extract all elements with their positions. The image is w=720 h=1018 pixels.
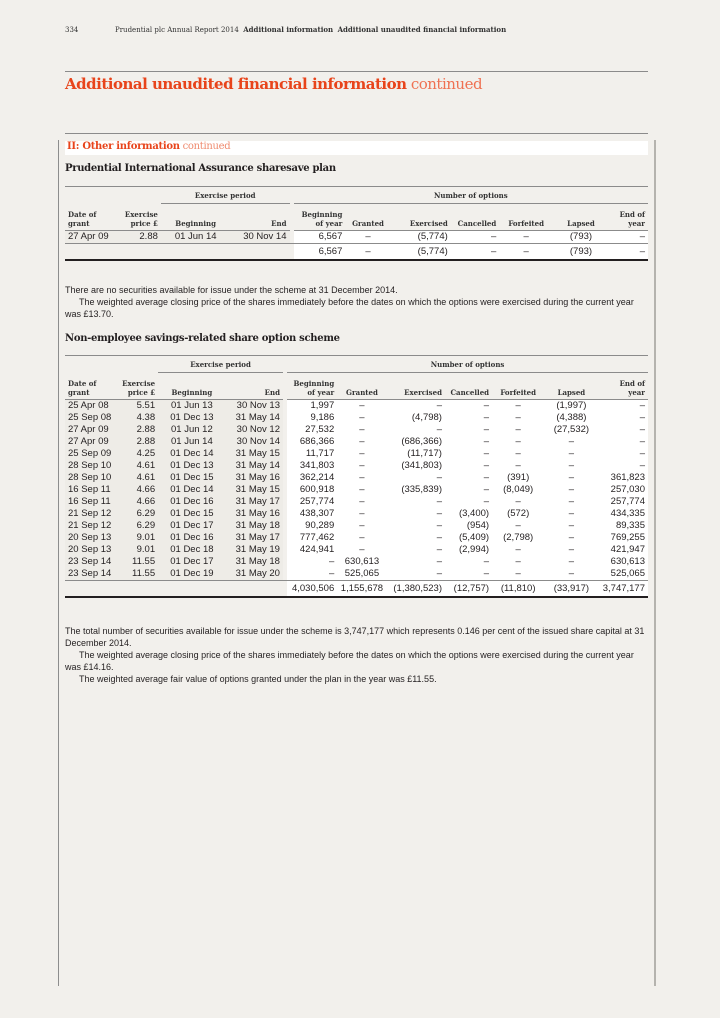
section-heading-main: II: Other information — [67, 141, 180, 152]
table-cell: 4.25 — [118, 448, 158, 460]
table-row — [65, 424, 648, 436]
table-cell: 28 Sep 10 — [65, 460, 118, 472]
table-cell: 31 May 17 — [226, 532, 283, 544]
table-row — [65, 508, 648, 520]
table-cell: 11.55 — [118, 568, 158, 581]
table-cell: – — [492, 448, 544, 460]
table-cell: 2.88 — [118, 436, 158, 448]
table-cell: 31 May 15 — [226, 484, 283, 496]
table-cell: 362,214 — [287, 472, 337, 484]
table-cell: – — [492, 436, 544, 448]
running-header — [65, 25, 506, 34]
page-title-suffix: continued — [410, 75, 483, 93]
table-cell: – — [337, 424, 386, 436]
table-cell: (793) — [553, 231, 609, 244]
table-cell: 11,717 — [287, 448, 337, 460]
table-cell: 01 Jun 14 — [161, 231, 231, 244]
table-cell: – — [492, 496, 544, 508]
table-row — [65, 448, 648, 460]
col-forfeited: Forfeited — [499, 204, 553, 231]
col-end: End — [230, 204, 289, 231]
table-cell: (2,798) — [492, 532, 544, 544]
table-cell: 361,823 — [599, 472, 648, 484]
table-cell: 434,335 — [599, 508, 648, 520]
publication: Prudential plc Annual Report 2014 — [115, 26, 239, 34]
total-cell: – — [345, 244, 390, 261]
table-row — [65, 436, 648, 448]
table-cell: – — [445, 484, 492, 496]
total-cell: 1,155,678 — [337, 581, 386, 598]
table-cell: – — [387, 472, 445, 484]
table-cell: 525,065 — [337, 568, 386, 581]
table-cell: – — [337, 460, 386, 472]
table-cell: (3,400) — [445, 508, 492, 520]
table-cell: 257,774 — [287, 496, 337, 508]
table-cell: 630,613 — [337, 556, 386, 568]
table-cell: 4.61 — [118, 472, 158, 484]
table-cell: 01 Dec 14 — [158, 484, 226, 496]
note: The weighted average fair value of options granted under the plan in the year was £11.55. — [79, 674, 437, 684]
col-granted: Granted — [345, 204, 390, 231]
total-cell: (11,810) — [492, 581, 544, 598]
total-cell: (33,917) — [544, 581, 598, 598]
table-cell: – — [599, 436, 648, 448]
col-date-of-grant: Date of grant — [65, 204, 120, 231]
note: The total number of securities available for issue under the scheme is 3,747,177 which represents 0.146 per cent of the issued share capital at 31 December 2014. — [65, 626, 645, 648]
table-row — [65, 400, 648, 413]
table-cell: – — [492, 460, 544, 472]
table1-notes — [65, 284, 648, 320]
col-exercised: Exercised — [387, 373, 445, 400]
table-cell: 9.01 — [118, 544, 158, 556]
table-cell: 20 Sep 13 — [65, 532, 118, 544]
table-cell: 25 Sep 08 — [65, 412, 118, 424]
table-cell: (11,717) — [387, 448, 445, 460]
table-cell: 23 Sep 14 — [65, 556, 118, 568]
table-cell: – — [492, 568, 544, 581]
table-cell: – — [337, 532, 386, 544]
table-cell: 31 May 19 — [226, 544, 283, 556]
table-row — [65, 231, 648, 244]
table-cell: – — [445, 472, 492, 484]
table-cell: – — [337, 436, 386, 448]
table1-title: Prudential International Assurance sharesave plan — [65, 163, 336, 174]
frame-right-border — [654, 140, 656, 986]
note: The weighted average closing price of the shares immediately before the dates on which the options were exercised during the current year was £14.16. — [65, 650, 634, 672]
table-cell: (4,798) — [387, 412, 445, 424]
total-cell: – — [451, 244, 499, 261]
table-cell: 01 Jun 14 — [158, 436, 226, 448]
total-cell: (12,757) — [445, 581, 492, 598]
page-title — [65, 75, 482, 93]
group-header-number-of-options: Number of options — [287, 356, 648, 373]
col-beginning: Beginning — [161, 204, 231, 231]
table-cell: – — [445, 496, 492, 508]
total-cell: (5,774) — [391, 244, 451, 261]
table-row — [65, 544, 648, 556]
table-cell: – — [544, 436, 598, 448]
table-cell: (335,839) — [387, 484, 445, 496]
table-cell: – — [387, 556, 445, 568]
table-cell: 01 Dec 16 — [158, 496, 226, 508]
table-cell: – — [544, 532, 598, 544]
total-cell: – — [609, 244, 648, 261]
table-cell: 27,532 — [287, 424, 337, 436]
group-header-exercise-period: Exercise period — [161, 187, 290, 204]
table-cell: – — [544, 460, 598, 472]
total-cell: 6,567 — [294, 244, 346, 261]
table-cell: 257,774 — [599, 496, 648, 508]
table-cell: 4.38 — [118, 412, 158, 424]
table-cell: 424,941 — [287, 544, 337, 556]
col-lapsed: Lapsed — [544, 373, 598, 400]
table-cell: – — [287, 568, 337, 581]
frame-left-border — [58, 140, 59, 986]
table-cell: – — [544, 472, 598, 484]
table-cell: 01 Dec 19 — [158, 568, 226, 581]
table-cell: 01 Dec 15 — [158, 472, 226, 484]
table-cell: 6,567 — [294, 231, 346, 244]
table-cell: – — [287, 556, 337, 568]
table2-notes — [65, 625, 648, 685]
table-cell: – — [337, 496, 386, 508]
col-beginning: Beginning — [158, 373, 226, 400]
table-cell: 01 Dec 16 — [158, 532, 226, 544]
col-beginning-of-year: Beginning of year — [294, 204, 346, 231]
col-end-of-year: End of year — [609, 204, 648, 231]
table-cell: – — [492, 424, 544, 436]
table-cell: – — [387, 532, 445, 544]
table-cell: – — [599, 400, 648, 413]
non-employee-scheme-table — [65, 355, 648, 598]
total-cell: 3,747,177 — [599, 581, 648, 598]
table-cell: 89,335 — [599, 520, 648, 532]
table-cell: 421,947 — [599, 544, 648, 556]
divider — [65, 71, 648, 72]
note: There are no securities available for issue under the scheme at 31 December 2014. — [65, 285, 398, 295]
table-cell: – — [345, 231, 390, 244]
table-cell: – — [544, 544, 598, 556]
table-cell: – — [337, 400, 386, 413]
group-header-number-of-options: Number of options — [294, 187, 648, 204]
table-cell: – — [492, 544, 544, 556]
total-cell: (793) — [553, 244, 609, 261]
table-cell: 31 May 16 — [226, 508, 283, 520]
table-cell: (2,994) — [445, 544, 492, 556]
table-cell: 4.66 — [118, 496, 158, 508]
table-cell: – — [387, 424, 445, 436]
table-cell: (954) — [445, 520, 492, 532]
table-row — [65, 520, 648, 532]
table-cell: 30 Nov 14 — [230, 231, 289, 244]
col-exercise-price: Exercise price £ — [120, 204, 161, 231]
table-cell: 01 Dec 17 — [158, 556, 226, 568]
col-exercised: Exercised — [391, 204, 451, 231]
table-cell: 16 Sep 11 — [65, 484, 118, 496]
total-row — [65, 581, 648, 598]
table-cell: – — [544, 496, 598, 508]
section-name: Additional information — [243, 25, 334, 34]
table-cell: 31 May 18 — [226, 520, 283, 532]
table-cell: 01 Dec 13 — [158, 460, 226, 472]
table-cell: 27 Apr 09 — [65, 424, 118, 436]
table-cell: 30 Nov 12 — [226, 424, 283, 436]
table-cell: – — [544, 484, 598, 496]
table-cell: 4.61 — [118, 460, 158, 472]
table-cell: 21 Sep 12 — [65, 520, 118, 532]
table-cell: 9.01 — [118, 532, 158, 544]
table-cell: – — [451, 231, 499, 244]
table-cell: – — [387, 544, 445, 556]
table-cell: 31 May 16 — [226, 472, 283, 484]
col-date-of-grant: Date of grant — [65, 373, 118, 400]
table-cell: – — [544, 508, 598, 520]
table-cell: 23 Sep 14 — [65, 568, 118, 581]
table-cell: – — [337, 484, 386, 496]
col-lapsed: Lapsed — [553, 204, 609, 231]
col-exercise-price: Exercise price £ — [118, 373, 158, 400]
total-row — [65, 244, 648, 261]
table-cell: 16 Sep 11 — [65, 496, 118, 508]
table-cell: – — [544, 448, 598, 460]
total-cell: 4,030,506 — [287, 581, 337, 598]
table-cell: (4,388) — [544, 412, 598, 424]
col-forfeited: Forfeited — [492, 373, 544, 400]
table-cell: 27 Apr 09 — [65, 436, 118, 448]
table-cell: – — [387, 508, 445, 520]
table-cell: 01 Dec 18 — [158, 544, 226, 556]
table-cell: 777,462 — [287, 532, 337, 544]
table-cell: (5,409) — [445, 532, 492, 544]
table-cell: 341,803 — [287, 460, 337, 472]
table-cell: 27 Apr 09 — [65, 231, 120, 244]
group-header-exercise-period: Exercise period — [158, 356, 283, 373]
table-cell: 25 Sep 09 — [65, 448, 118, 460]
table-cell: 769,255 — [599, 532, 648, 544]
table-cell: (1,997) — [544, 400, 598, 413]
table-row — [65, 472, 648, 484]
table-row — [65, 532, 648, 544]
section-heading — [65, 141, 648, 155]
table-cell: – — [544, 568, 598, 581]
table-cell: – — [445, 556, 492, 568]
table-cell: – — [499, 231, 553, 244]
table-cell: (5,774) — [391, 231, 451, 244]
table-cell: 2.88 — [118, 424, 158, 436]
table-cell: – — [599, 424, 648, 436]
table-cell: 30 Nov 13 — [226, 400, 283, 413]
table-cell: – — [492, 556, 544, 568]
table-cell: (27,532) — [544, 424, 598, 436]
table-cell: 686,366 — [287, 436, 337, 448]
table-cell: 31 May 17 — [226, 496, 283, 508]
table-cell: 1,997 — [287, 400, 337, 413]
sharesave-plan-table — [65, 186, 648, 261]
table-cell: – — [337, 508, 386, 520]
table-cell: 21 Sep 12 — [65, 508, 118, 520]
table-cell: 2.88 — [120, 231, 161, 244]
table-cell: 525,065 — [599, 568, 648, 581]
table-cell: – — [599, 412, 648, 424]
table-row — [65, 496, 648, 508]
table-cell: – — [599, 448, 648, 460]
table-row — [65, 556, 648, 568]
table-cell: (686,366) — [387, 436, 445, 448]
table-cell: – — [337, 412, 386, 424]
table-cell: 25 Apr 08 — [65, 400, 118, 413]
table-cell: 438,307 — [287, 508, 337, 520]
table-cell: 5.51 — [118, 400, 158, 413]
table-cell: 28 Sep 10 — [65, 472, 118, 484]
table-cell: 01 Jun 12 — [158, 424, 226, 436]
table-cell: – — [445, 460, 492, 472]
table-cell: 01 Dec 13 — [158, 412, 226, 424]
col-cancelled: Cancelled — [451, 204, 499, 231]
table-cell: – — [387, 496, 445, 508]
table-cell: – — [387, 400, 445, 413]
table-cell: – — [445, 400, 492, 413]
table-cell: (391) — [492, 472, 544, 484]
table-cell: 600,918 — [287, 484, 337, 496]
total-cell: – — [499, 244, 553, 261]
page-number: 334 — [65, 26, 79, 34]
table-cell: 01 Dec 14 — [158, 448, 226, 460]
table-cell: 6.29 — [118, 508, 158, 520]
table-cell: 31 May 20 — [226, 568, 283, 581]
table-cell: – — [337, 544, 386, 556]
table-cell: – — [599, 460, 648, 472]
table-cell: 01 Dec 15 — [158, 508, 226, 520]
col-granted: Granted — [337, 373, 386, 400]
divider — [65, 133, 648, 134]
table-cell: – — [445, 448, 492, 460]
table-cell: – — [337, 472, 386, 484]
table-row — [65, 460, 648, 472]
table-cell: 31 May 14 — [226, 412, 283, 424]
table-cell: 31 May 18 — [226, 556, 283, 568]
table-cell: 31 May 15 — [226, 448, 283, 460]
subsection-name: Additional unaudited financial information — [337, 25, 507, 34]
table-cell: – — [609, 231, 648, 244]
table-cell: (8,049) — [492, 484, 544, 496]
page-title-main: Additional unaudited financial information — [65, 75, 407, 93]
table-row — [65, 412, 648, 424]
total-cell: (1,380,523) — [387, 581, 445, 598]
table-cell: – — [544, 556, 598, 568]
table2-title: Non-employee savings-related share option scheme — [65, 333, 340, 344]
col-cancelled: Cancelled — [445, 373, 492, 400]
table-cell: 6.29 — [118, 520, 158, 532]
note: The weighted average closing price of the shares immediately before the dates on which the options were exercised during the current year was £13.70. — [65, 297, 634, 319]
table-row — [65, 568, 648, 581]
table-cell: 11.55 — [118, 556, 158, 568]
table-cell: 30 Nov 14 — [226, 436, 283, 448]
table-cell: – — [492, 520, 544, 532]
table-cell: 630,613 — [599, 556, 648, 568]
table-cell: – — [492, 400, 544, 413]
table-cell: – — [337, 520, 386, 532]
table-cell: – — [337, 448, 386, 460]
table-cell: – — [387, 568, 445, 581]
table-cell: – — [445, 424, 492, 436]
table-cell: – — [445, 436, 492, 448]
table-cell: – — [544, 520, 598, 532]
table-cell: (572) — [492, 508, 544, 520]
table-cell: 257,030 — [599, 484, 648, 496]
section-heading-suffix: continued — [182, 141, 231, 152]
col-beginning-of-year: Beginning of year — [287, 373, 337, 400]
table-cell: – — [492, 412, 544, 424]
table-cell: 90,289 — [287, 520, 337, 532]
table-cell: (341,803) — [387, 460, 445, 472]
table-cell: 01 Jun 13 — [158, 400, 226, 413]
table-cell: 01 Dec 17 — [158, 520, 226, 532]
table-row — [65, 484, 648, 496]
table-cell: 4.66 — [118, 484, 158, 496]
table-cell: – — [387, 520, 445, 532]
table-cell: – — [445, 568, 492, 581]
table-cell: 31 May 14 — [226, 460, 283, 472]
table-cell: 9,186 — [287, 412, 337, 424]
col-end-of-year: End of year — [599, 373, 648, 400]
table-cell: 20 Sep 13 — [65, 544, 118, 556]
table-cell: – — [445, 412, 492, 424]
col-end: End — [226, 373, 283, 400]
